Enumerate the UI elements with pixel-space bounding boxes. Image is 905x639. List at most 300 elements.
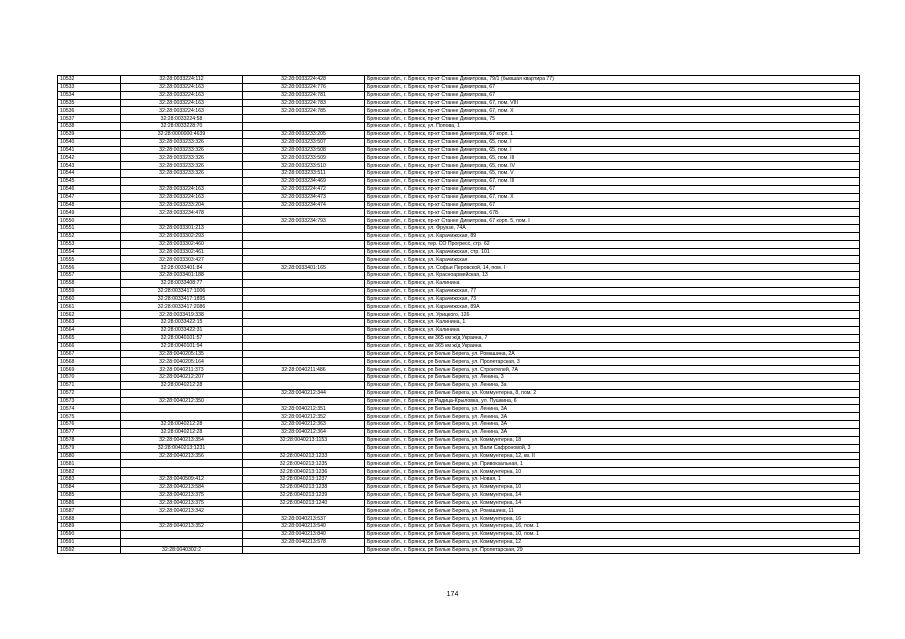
object-cadastral-number-cell: 32:28:0040213:540: [243, 523, 365, 531]
object-cadastral-number-cell: 32:28:0040212:364: [243, 428, 365, 436]
address-cell: Брянская обл., г. Брянск, пр-кт Станке Димитрова, 65, пом. V: [365, 170, 860, 178]
land-cadastral-number-cell: 32:28:0040509:412: [121, 476, 243, 484]
object-cadastral-number-cell: 32:28:0033224:781: [243, 91, 365, 99]
row-number-cell: 10550: [58, 217, 121, 225]
object-cadastral-number-cell: 32:28:0033233:511: [243, 170, 365, 178]
row-number-cell: 10539: [58, 130, 121, 138]
table-row: [58, 240, 860, 248]
table-row: [58, 428, 860, 436]
row-number-cell: 10566: [58, 342, 121, 350]
row-number-cell: 10573: [58, 397, 121, 405]
land-cadastral-number-cell: 32:28:0040212:28: [121, 421, 243, 429]
table-row: [58, 177, 860, 185]
object-cadastral-number-cell: 32:28:0033224:785: [243, 107, 365, 115]
table-row: [58, 107, 860, 115]
land-cadastral-number-cell: 32:28:0040212:28: [121, 381, 243, 389]
row-number-cell: 10581: [58, 460, 121, 468]
row-number-cell: 10543: [58, 162, 121, 170]
object-cadastral-number-cell: 32:28:0033401:165: [243, 264, 365, 272]
object-cadastral-number-cell: [243, 397, 365, 405]
object-cadastral-number-cell: [243, 381, 365, 389]
row-number-cell: 10575: [58, 413, 121, 421]
row-number-cell: 10548: [58, 201, 121, 209]
row-number-cell: 10574: [58, 405, 121, 413]
table-row: [58, 76, 860, 84]
address-cell: Брянская обл., г. Брянск, пр-кт Станке Димитрова, 67: [365, 83, 860, 91]
object-cadastral-number-cell: 32:28:0040213:537: [243, 515, 365, 523]
row-number-cell: 10560: [58, 295, 121, 303]
land-cadastral-number-cell: [121, 413, 243, 421]
table-row: [58, 232, 860, 240]
row-number-cell: 10556: [58, 264, 121, 272]
address-cell: Брянская обл., г. Брянск, пр-кт Станке Димитрова, 67, пом. X: [365, 107, 860, 115]
table-row: [58, 491, 860, 499]
address-cell: Брянская обл., г. Брянск, пр-кт Станке Димитрова, 75: [365, 115, 860, 123]
table-row: [58, 295, 860, 303]
row-number-cell: 10534: [58, 91, 121, 99]
land-cadastral-number-cell: 32:28:0040213:1231: [121, 444, 243, 452]
row-number-cell: 10585: [58, 491, 121, 499]
table-row: [58, 201, 860, 209]
table-row: [58, 91, 860, 99]
table-row: [58, 358, 860, 366]
land-cadastral-number-cell: 32:28:0040213:352: [121, 523, 243, 531]
object-cadastral-number-cell: [243, 444, 365, 452]
row-number-cell: 10578: [58, 436, 121, 444]
address-cell: Брянская обл., г. Брянск, рп Белые Берега, ул. Коммунтерна, 16, пом. 1: [365, 523, 860, 531]
land-cadastral-number-cell: [121, 217, 243, 225]
address-cell: Брянская обл., г. Брянск, ул. Попова, 1: [365, 123, 860, 131]
table-row: [58, 193, 860, 201]
object-cadastral-number-cell: 32:28:0040211:486: [243, 366, 365, 374]
address-cell: Брянская обл., г. Брянск, пр-кт Станке Димитрова, 67, пом. X: [365, 193, 860, 201]
table-row: [58, 209, 860, 217]
land-cadastral-number-cell: [121, 177, 243, 185]
object-cadastral-number-cell: 32:28:0033233:507: [243, 138, 365, 146]
land-cadastral-number-cell: 32:28:0040212:207: [121, 374, 243, 382]
land-cadastral-number-cell: [121, 530, 243, 538]
row-number-cell: 10590: [58, 530, 121, 538]
land-cadastral-number-cell: 32:28:0033417:2086: [121, 303, 243, 311]
address-cell: Брянская обл., г. Брянск, тер. СО Прогресс, стр. 62: [365, 240, 860, 248]
object-cadastral-number-cell: [243, 319, 365, 327]
object-cadastral-number-cell: 32:28:0033233:205: [243, 130, 365, 138]
address-cell: Брянская обл., г. Брянск, ул. Карачижская, 89А: [365, 303, 860, 311]
land-cadastral-number-cell: 32:28:0033228:70: [121, 123, 243, 131]
land-cadastral-number-cell: 32:28:0040213:375: [121, 499, 243, 507]
land-cadastral-number-cell: 32:28:0040211:373: [121, 366, 243, 374]
land-cadastral-number-cell: 32:28:0033302:460: [121, 240, 243, 248]
table-row: [58, 154, 860, 162]
table-row: [58, 444, 860, 452]
address-cell: Брянская обл., г. Брянск, рп Белые Берега, ул. Коммунтерна, 18: [365, 436, 860, 444]
object-cadastral-number-cell: 32:28:0033224:776: [243, 83, 365, 91]
address-cell: Брянская обл., г. Брянск, рп Белые Берега, ул. Коммунтерна, 12: [365, 538, 860, 546]
land-cadastral-number-cell: 32:28:0033233:326: [121, 162, 243, 170]
table-row: [58, 389, 860, 397]
object-cadastral-number-cell: 32:28:0033233:509: [243, 154, 365, 162]
object-cadastral-number-cell: [243, 209, 365, 217]
row-number-cell: 10584: [58, 483, 121, 491]
address-cell: Брянская обл., г. Брянск, пр-кт Станке Димитрова, 67, пом. VIII: [365, 99, 860, 107]
object-cadastral-number-cell: [243, 327, 365, 335]
object-cadastral-number-cell: [243, 295, 365, 303]
object-cadastral-number-cell: 32:28:0040212:351: [243, 405, 365, 413]
page-number: 174: [446, 591, 459, 598]
object-cadastral-number-cell: 32:28:0033234:474: [243, 201, 365, 209]
land-cadastral-number-cell: 32:28:0033401:188: [121, 272, 243, 280]
land-cadastral-number-cell: [121, 468, 243, 476]
address-cell: Брянская обл., г. Брянск, пр-кт Станке Димитрова, 79/1 (бывшая квартира 77): [365, 76, 860, 84]
land-cadastral-number-cell: 32:28:0040302:2: [121, 546, 243, 554]
address-cell: Брянская обл., г. Брянск, рп Белые Берега, ул. Коммунтерна, 10: [365, 483, 860, 491]
table-row: [58, 248, 860, 256]
table-row: [58, 185, 860, 193]
row-number-cell: 10583: [58, 476, 121, 484]
registry-table: [57, 75, 860, 554]
table-row: [58, 83, 860, 91]
row-number-cell: 10577: [58, 428, 121, 436]
land-cadastral-number-cell: 32:28:0033224:58: [121, 115, 243, 123]
address-cell: Брянская обл., г. Брянск, пр-кт Станке Димитрова, 65, пом. I: [365, 146, 860, 154]
land-cadastral-number-cell: 32:28:0040213:584: [121, 483, 243, 491]
land-cadastral-number-cell: 32:28:0033233:326: [121, 170, 243, 178]
row-number-cell: 10564: [58, 327, 121, 335]
row-number-cell: 10535: [58, 99, 121, 107]
land-cadastral-number-cell: 32:28:0033301:213: [121, 225, 243, 233]
address-cell: Брянская обл., г. Брянск, пр-кт Станке Димитрова, 67: [365, 201, 860, 209]
address-cell: Брянская обл., г. Брянск, ул. Карачижская, 89: [365, 232, 860, 240]
table-row: [58, 499, 860, 507]
object-cadastral-number-cell: 32:28:0040213:1239: [243, 491, 365, 499]
row-number-cell: 10554: [58, 248, 121, 256]
address-cell: Брянская обл., г. Брянск, рп Белые Берега, ул. Ленина, 3А: [365, 428, 860, 436]
object-cadastral-number-cell: [243, 546, 365, 554]
row-number-cell: 10565: [58, 334, 121, 342]
land-cadastral-number-cell: [121, 405, 243, 413]
address-cell: Брянская обл., г. Брянск, пр-кт Станке Димитрова, 65, пом. III: [365, 154, 860, 162]
table-row: [58, 397, 860, 405]
address-cell: Брянская обл., г. Брянск, рп Белые Берега, ул. Ромашина, 11: [365, 507, 860, 515]
address-cell: Брянская обл., г. Брянск, пр-кт Станке Димитрова, 65, пом. IV: [365, 162, 860, 170]
row-number-cell: 10589: [58, 523, 121, 531]
land-cadastral-number-cell: 32:28:0033233:326: [121, 138, 243, 146]
table-row: [58, 225, 860, 233]
address-cell: Брянская обл., г. Брянск, ул. Урицкого, 126: [365, 311, 860, 319]
address-cell: Брянская обл., г. Брянск, рп Белые Берега, ул. Коммунтерна, 14: [365, 499, 860, 507]
land-cadastral-number-cell: 32:28:0000000:4639: [121, 130, 243, 138]
address-cell: Брянская обл., г. Брянск, ул. Калинина, 1: [365, 319, 860, 327]
address-cell: Брянская обл., г. Брянск, рп Белые Берега, ул. Ленина, 3а: [365, 381, 860, 389]
land-cadastral-number-cell: 32:28:0033224:163: [121, 99, 243, 107]
object-cadastral-number-cell: [243, 507, 365, 515]
row-number-cell: 10563: [58, 319, 121, 327]
land-cadastral-number-cell: 32:28:0033233:326: [121, 154, 243, 162]
land-cadastral-number-cell: [121, 538, 243, 546]
row-number-cell: 10558: [58, 279, 121, 287]
object-cadastral-number-cell: 32:28:0033224:428: [243, 76, 365, 84]
table-row: [58, 138, 860, 146]
address-cell: Брянская обл., г. Брянск, рп Белые Берега, ул. Новая, 1: [365, 476, 860, 484]
object-cadastral-number-cell: 32:28:0040213:1235: [243, 460, 365, 468]
address-cell: Брянская обл., г. Брянск, рп Белые Берега, ул. Строителей, 7А: [365, 366, 860, 374]
object-cadastral-number-cell: [243, 311, 365, 319]
land-cadastral-number-cell: 32:28:0033302:293: [121, 232, 243, 240]
address-cell: Брянская обл., г. Брянск, рп Белые Берега, ул. Ленина, 3А: [365, 413, 860, 421]
object-cadastral-number-cell: [243, 342, 365, 350]
land-cadastral-number-cell: 32:28:0033419:338: [121, 311, 243, 319]
address-cell: Брянская обл., г. Брянск, ул. Карачижская, 73: [365, 295, 860, 303]
row-number-cell: 10542: [58, 154, 121, 162]
land-cadastral-number-cell: 32:28:0033224:112: [121, 76, 243, 84]
table-row: [58, 421, 860, 429]
row-number-cell: 10568: [58, 358, 121, 366]
row-number-cell: 10541: [58, 146, 121, 154]
object-cadastral-number-cell: [243, 225, 365, 233]
table-row: [58, 327, 860, 335]
row-number-cell: 10549: [58, 209, 121, 217]
row-number-cell: 10569: [58, 366, 121, 374]
table-row: [58, 413, 860, 421]
row-number-cell: 10537: [58, 115, 121, 123]
land-cadastral-number-cell: [121, 515, 243, 523]
object-cadastral-number-cell: [243, 248, 365, 256]
address-cell: Брянская обл., г. Брянск, ул. Фрунзе, 74А: [365, 225, 860, 233]
table-row: [58, 303, 860, 311]
row-number-cell: 10567: [58, 350, 121, 358]
address-cell: Брянская обл., г. Брянск, рп Белые Берега, ул. Вали Сафроновой, 3: [365, 444, 860, 452]
land-cadastral-number-cell: 32:28:0033224:163: [121, 83, 243, 91]
land-cadastral-number-cell: 32:28:0040205:135: [121, 350, 243, 358]
row-number-cell: 10580: [58, 452, 121, 460]
land-cadastral-number-cell: 32:28:0033224:163: [121, 107, 243, 115]
table-row: [58, 476, 860, 484]
registry-table-body: [58, 76, 860, 554]
row-number-cell: 10536: [58, 107, 121, 115]
object-cadastral-number-cell: 32:28:0040213:1240: [243, 499, 365, 507]
address-cell: Брянская обл., г. Брянск, рп Белые Берега, ул. Ленина, 3А: [365, 421, 860, 429]
table-row: [58, 530, 860, 538]
row-number-cell: 10547: [58, 193, 121, 201]
object-cadastral-number-cell: 32:28:0040212:344: [243, 389, 365, 397]
land-cadastral-number-cell: [121, 460, 243, 468]
object-cadastral-number-cell: [243, 374, 365, 382]
land-cadastral-number-cell: 32:28:0033408:77: [121, 279, 243, 287]
address-cell: Брянская обл., г. Брянск, ул. Калинина: [365, 279, 860, 287]
object-cadastral-number-cell: 32:28:0040213:1237: [243, 476, 365, 484]
table-row: [58, 342, 860, 350]
row-number-cell: 10544: [58, 170, 121, 178]
object-cadastral-number-cell: 32:28:0033234:469: [243, 177, 365, 185]
row-number-cell: 10561: [58, 303, 121, 311]
land-cadastral-number-cell: 32:28:0033233:204: [121, 201, 243, 209]
row-number-cell: 10533: [58, 83, 121, 91]
object-cadastral-number-cell: [243, 287, 365, 295]
address-cell: Брянская обл., г. Брянск, рп Белые Берега, ул. Пролетарская, 29: [365, 546, 860, 554]
land-cadastral-number-cell: 32:28:0033303:427: [121, 256, 243, 264]
object-cadastral-number-cell: 32:28:0033233:508: [243, 146, 365, 154]
table-row: [58, 546, 860, 554]
object-cadastral-number-cell: [243, 115, 365, 123]
table-row: [58, 460, 860, 468]
address-cell: Брянская обл., г. Брянск, рп Белые Берега, ул. Коммунтерна, 8, пом. 2: [365, 389, 860, 397]
row-number-cell: 10553: [58, 240, 121, 248]
table-row: [58, 115, 860, 123]
row-number-cell: 10538: [58, 123, 121, 131]
row-number-cell: 10545: [58, 177, 121, 185]
table-row: [58, 483, 860, 491]
object-cadastral-number-cell: [243, 232, 365, 240]
object-cadastral-number-cell: [243, 272, 365, 280]
address-cell: Брянская обл., г. Брянск, пр-кт Станке Димитрова, 67Б: [365, 209, 860, 217]
address-cell: Брянская обл., г. Брянск, пр-кт Станке Димитрова, 67: [365, 91, 860, 99]
object-cadastral-number-cell: 32:28:0040213:1153: [243, 436, 365, 444]
address-cell: Брянская обл., г. Брянск, рп Белые Берега, ул. Коммунтерна, 10, пом. 1: [365, 530, 860, 538]
table-row: [58, 287, 860, 295]
land-cadastral-number-cell: 32:28:0040213:356: [121, 452, 243, 460]
land-cadastral-number-cell: 32:28:0033302:461: [121, 248, 243, 256]
address-cell: Брянская обл., г. Брянск, ул. Карачижская, стр. 101: [365, 248, 860, 256]
row-number-cell: 10552: [58, 232, 121, 240]
object-cadastral-number-cell: 32:28:0033234:473: [243, 193, 365, 201]
object-cadastral-number-cell: 32:28:0040213:840: [243, 530, 365, 538]
address-cell: Брянская обл., г. Брянск, пр-кт Станке Димитрова, 65, пом. I: [365, 138, 860, 146]
address-cell: Брянская обл., г. Брянск, рп Белые Берега, ул. Коммунтерна, 14: [365, 491, 860, 499]
row-number-cell: 10592: [58, 546, 121, 554]
address-cell: Брянская обл., г. Брянск, ул. Карачижская, 77: [365, 287, 860, 295]
row-number-cell: 10588: [58, 515, 121, 523]
land-cadastral-number-cell: 32:28:0040213:354: [121, 436, 243, 444]
land-cadastral-number-cell: 32:28:0033224:163: [121, 185, 243, 193]
table-row: [58, 405, 860, 413]
table-row: [58, 436, 860, 444]
address-cell: Брянская обл., г. Брянск, рп Белые Берега, ул. Коммунтерна, 12, кв. II: [365, 452, 860, 460]
row-number-cell: 10559: [58, 287, 121, 295]
table-row: [58, 538, 860, 546]
address-cell: Брянская обл., г. Брянск, пр-кт Станке Димитрова, 67 корп. 5, пом. I: [365, 217, 860, 225]
table-row: [58, 350, 860, 358]
row-number-cell: 10582: [58, 468, 121, 476]
object-cadastral-number-cell: 32:28:0040213:578: [243, 538, 365, 546]
object-cadastral-number-cell: 32:28:0040213:1236: [243, 468, 365, 476]
row-number-cell: 10540: [58, 138, 121, 146]
object-cadastral-number-cell: 32:28:0033224:472: [243, 185, 365, 193]
row-number-cell: 10571: [58, 381, 121, 389]
land-cadastral-number-cell: 32:28:0033224:163: [121, 91, 243, 99]
row-number-cell: 10557: [58, 272, 121, 280]
address-cell: Брянская обл., г. Брянск, ул. Карачижская: [365, 256, 860, 264]
table-row: [58, 523, 860, 531]
address-cell: Брянская обл., г. Брянск, ул. Красноармейская, 13: [365, 272, 860, 280]
land-cadastral-number-cell: 32:28:0040213:375: [121, 491, 243, 499]
table-row: [58, 507, 860, 515]
row-number-cell: 10570: [58, 374, 121, 382]
address-cell: Брянская обл., г. Брянск, рп Радица-Крыловка, ул. Пушкина, 6: [365, 397, 860, 405]
row-number-cell: 10587: [58, 507, 121, 515]
object-cadastral-number-cell: 32:28:0040213:1233: [243, 452, 365, 460]
table-row: [58, 170, 860, 178]
object-cadastral-number-cell: 32:28:0040213:1238: [243, 483, 365, 491]
table-row: [58, 146, 860, 154]
land-cadastral-number-cell: 32:28:0040212:28: [121, 428, 243, 436]
table-row: [58, 272, 860, 280]
address-cell: Брянская обл., г. Брянск, рп Белые Берега, ул. Привокзальная, 1: [365, 460, 860, 468]
table-row: [58, 381, 860, 389]
row-number-cell: 10591: [58, 538, 121, 546]
address-cell: Брянская обл., г. Брянск, км 365 км ж/д Украина, 7: [365, 334, 860, 342]
object-cadastral-number-cell: 32:28:0040212:363: [243, 421, 365, 429]
address-cell: Брянская обл., г. Брянск, рп Белые Берега, ул. Пролетарская, 3: [365, 358, 860, 366]
object-cadastral-number-cell: [243, 123, 365, 131]
object-cadastral-number-cell: 32:28:0040212:352: [243, 413, 365, 421]
land-cadastral-number-cell: 32:28:0033422:31: [121, 327, 243, 335]
table-row: [58, 256, 860, 264]
table-row: [58, 374, 860, 382]
object-cadastral-number-cell: [243, 279, 365, 287]
table-row: [58, 311, 860, 319]
address-cell: Брянская обл., г. Брянск, пр-кт Станке Димитрова, 67, пом. III: [365, 177, 860, 185]
object-cadastral-number-cell: [243, 303, 365, 311]
row-number-cell: 10532: [58, 76, 121, 84]
object-cadastral-number-cell: 32:28:0033234:793: [243, 217, 365, 225]
row-number-cell: 10555: [58, 256, 121, 264]
land-cadastral-number-cell: 32:28:0040101:94: [121, 342, 243, 350]
table-row: [58, 452, 860, 460]
row-number-cell: 10579: [58, 444, 121, 452]
table-row: [58, 217, 860, 225]
object-cadastral-number-cell: [243, 334, 365, 342]
object-cadastral-number-cell: [243, 358, 365, 366]
table-row: [58, 366, 860, 374]
land-cadastral-number-cell: 32:28:0040101:57: [121, 334, 243, 342]
object-cadastral-number-cell: [243, 256, 365, 264]
land-cadastral-number-cell: 32:28:0033417:1895: [121, 295, 243, 303]
table-row: [58, 279, 860, 287]
land-cadastral-number-cell: 32:28:0040205:164: [121, 358, 243, 366]
row-number-cell: 10586: [58, 499, 121, 507]
address-cell: Брянская обл., г. Брянск, рп Белые Берега, ул. Коммунтерна, 10: [365, 468, 860, 476]
address-cell: Брянская обл., г. Брянск, рп Белые Берега, ул. Ленина, 3: [365, 374, 860, 382]
table-row: [58, 123, 860, 131]
table-row: [58, 468, 860, 476]
address-cell: Брянская обл., г. Брянск, рп Белые Берега, ул. Коммунтерна, 16: [365, 515, 860, 523]
address-cell: Брянская обл., г. Брянск, рп Белые Берега, ул. Ромашина, 2А: [365, 350, 860, 358]
object-cadastral-number-cell: [243, 350, 365, 358]
land-cadastral-number-cell: [121, 389, 243, 397]
row-number-cell: 10572: [58, 389, 121, 397]
row-number-cell: 10576: [58, 421, 121, 429]
address-cell: Брянская обл., г. Брянск, км 365 км ж/д Украина: [365, 342, 860, 350]
address-cell: Брянская обл., г. Брянск, пр-кт Станке Димитрова, 67: [365, 185, 860, 193]
land-cadastral-number-cell: 32:28:0040212:350: [121, 397, 243, 405]
land-cadastral-number-cell: 32:28:0033422:15: [121, 319, 243, 327]
address-cell: Брянская обл., г. Брянск, ул. Калинина: [365, 327, 860, 335]
land-cadastral-number-cell: 32:28:0033417:1006: [121, 287, 243, 295]
table-row: [58, 264, 860, 272]
address-cell: Брянская обл., г. Брянск, рп Белые Берега, ул. Ленина, 3А: [365, 405, 860, 413]
table-row: [58, 334, 860, 342]
land-cadastral-number-cell: 32:28:0033224:163: [121, 193, 243, 201]
land-cadastral-number-cell: 32:28:0033233:326: [121, 146, 243, 154]
land-cadastral-number-cell: 32:28:0033234:478: [121, 209, 243, 217]
row-number-cell: 10546: [58, 185, 121, 193]
table-row: [58, 515, 860, 523]
object-cadastral-number-cell: 32:28:0033224:783: [243, 99, 365, 107]
land-cadastral-number-cell: 32:28:0040213:342: [121, 507, 243, 515]
address-cell: Брянская обл., г. Брянск, ул. Софьи Перовской, 14, пом. I: [365, 264, 860, 272]
table-row: [58, 99, 860, 107]
address-cell: Брянская обл., г. Брянск, пр-кт Станке Димитрова, 67 корп. 1: [365, 130, 860, 138]
